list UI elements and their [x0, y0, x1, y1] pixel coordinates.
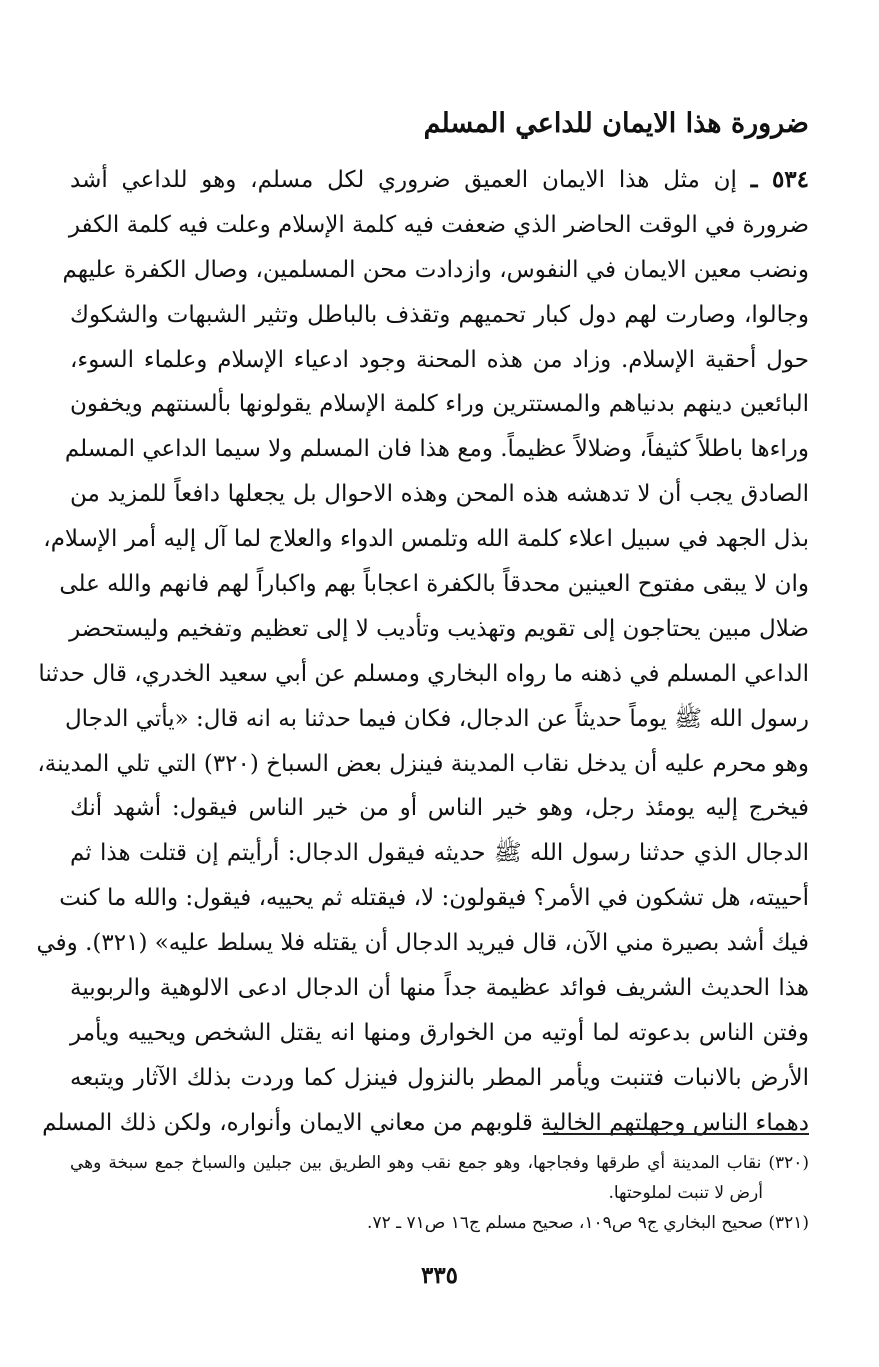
footnote-321: (٣٢١) صحيح البخاري ج٩ ص١٠٩، صحيح مسلم ج١٦ ص٧١ ـ ٧٢. — [367, 1213, 809, 1233]
text-line: ضلال مبين يحتاجون إلى تقويم وتهذيب وتأديب لا إلى تعظيم وتفخيم وليستحضر — [69, 615, 809, 642]
text-line: ونضب معين الايمان في النفوس، وازدادت محن المسلمين، وصال الكفرة عليهم — [62, 256, 809, 283]
text-line: ضرورة في الوقت الحاضر الذي ضعفت فيه كلمة الإسلام وعلت فيه كلمة الكفر — [68, 211, 809, 238]
text-line: أحييته، هل تشكون في الأمر؟ فيقولون: لا، فيقتله ثم يحييه، فيقول: والله ما كنت — [59, 885, 809, 912]
footnotes — [70, 1148, 809, 1238]
text-line: الصادق يجب أن لا تدهشه هذه المحن وهذه الاحوال بل يجعلها دافعاً للمزيد من — [70, 481, 809, 508]
section-heading: ضرورة هذا الايمان للداعي المسلم — [423, 108, 809, 139]
text-line: رسول الله ﷺ يوماً حديثاً عن الدجال، فكان فيما حدثنا به انه قال: «يأتي الدجال — [64, 705, 809, 732]
text-line: ٥٣٤ ـ إن مثل هذا الايمان العميق ضروري لكل مسلم، وهو للداعي أشد — [70, 166, 809, 193]
footnote-divider — [543, 1133, 809, 1135]
text-line: وجالوا، وصارت لهم دول كبار تحميهم وتقذف بالباطل وتثير الشبهات والشكوك — [70, 301, 809, 328]
text-line: هذا الحديث الشريف فوائد عظيمة جداً منها أن الدجال ادعى الالوهية والربوبية — [70, 975, 809, 1002]
text-line: الدجال الذي حدثنا رسول الله ﷺ حديثه فيقول الدجال: أرأيتم إن قتلت هذا ثم — [70, 840, 809, 867]
text-line: حول أحقية الإسلام. وزاد من هذه المحنة وجود ادعياء الإسلام وعلماء السوء، — [70, 346, 809, 373]
text-line: دهماء الناس وجهلتهم الخالية قلوبهم من معاني الايمان وأنواره، ولكن ذلك المسلم — [42, 1109, 809, 1136]
text-line: وفتن الناس بدعوته لما أوتيه من الخوارق ومنها انه يقتل الشخص ويحييه ويأمر — [70, 1019, 809, 1046]
text-line: الداعي المسلم في ذهنه ما رواه البخاري ومسلم عن أبي سعيد الخدري، قال حدثنا — [38, 660, 809, 687]
text-line: وان لا يبقى مفتوح العينين محدقاً بالكفرة اعجاباً بهم واكباراً لهم فانهم والله على — [59, 571, 809, 598]
text-line: البائعين دينهم بدنياهم والمستترين وراء كلمة الإسلام يقولونها بألسنتهم ويخفون — [70, 391, 809, 418]
text-line: وهو محرم عليه أن يدخل نقاب المدينة فينزل بعض السباخ (٣٢٠) التي تلي المدينة، — [37, 750, 809, 777]
page-number: ٣٣٥ — [420, 1262, 459, 1289]
text-line: فيك أشد بصيرة مني الآن، قال فيريد الدجال أن يقتله فلا يسلط عليه» (٣٢١). وفي — [36, 930, 809, 957]
text-line: بذل الجهد في سبيل اعلاء كلمة الله وتلمس الدواء والعلاج لما آل إليه أمر الإسلام، — [43, 526, 809, 553]
footnote-320-continuation: أرض لا تنبت لملوحتها. — [608, 1183, 763, 1203]
paragraph-number: ٥٣٤ ـ — [750, 166, 809, 193]
footnote-320: (٣٢٠) نقاب المدينة أي طرقها وفجاجها، وهو جمع نقب وهو الطريق بين جبلين والسباخ جمع سبخة وهي — [70, 1153, 809, 1173]
text-line: الأرض بالانبات فتنبت ويأمر المطر بالنزول فينزل كما وردت بذلك الآثار ويتبعه — [70, 1064, 809, 1091]
text-line: وراءها باطلاً كثيفاً، وضلالاً عظيماً. ومع هذا فان المسلم ولا سيما الداعي المسلم — [64, 436, 809, 463]
paragraph-534 — [36, 158, 809, 1146]
text-line: فيخرج إليه يومئذ رجل، وهو خير الناس أو من خير الناس فيقول: أشهد أنك — [70, 795, 809, 822]
